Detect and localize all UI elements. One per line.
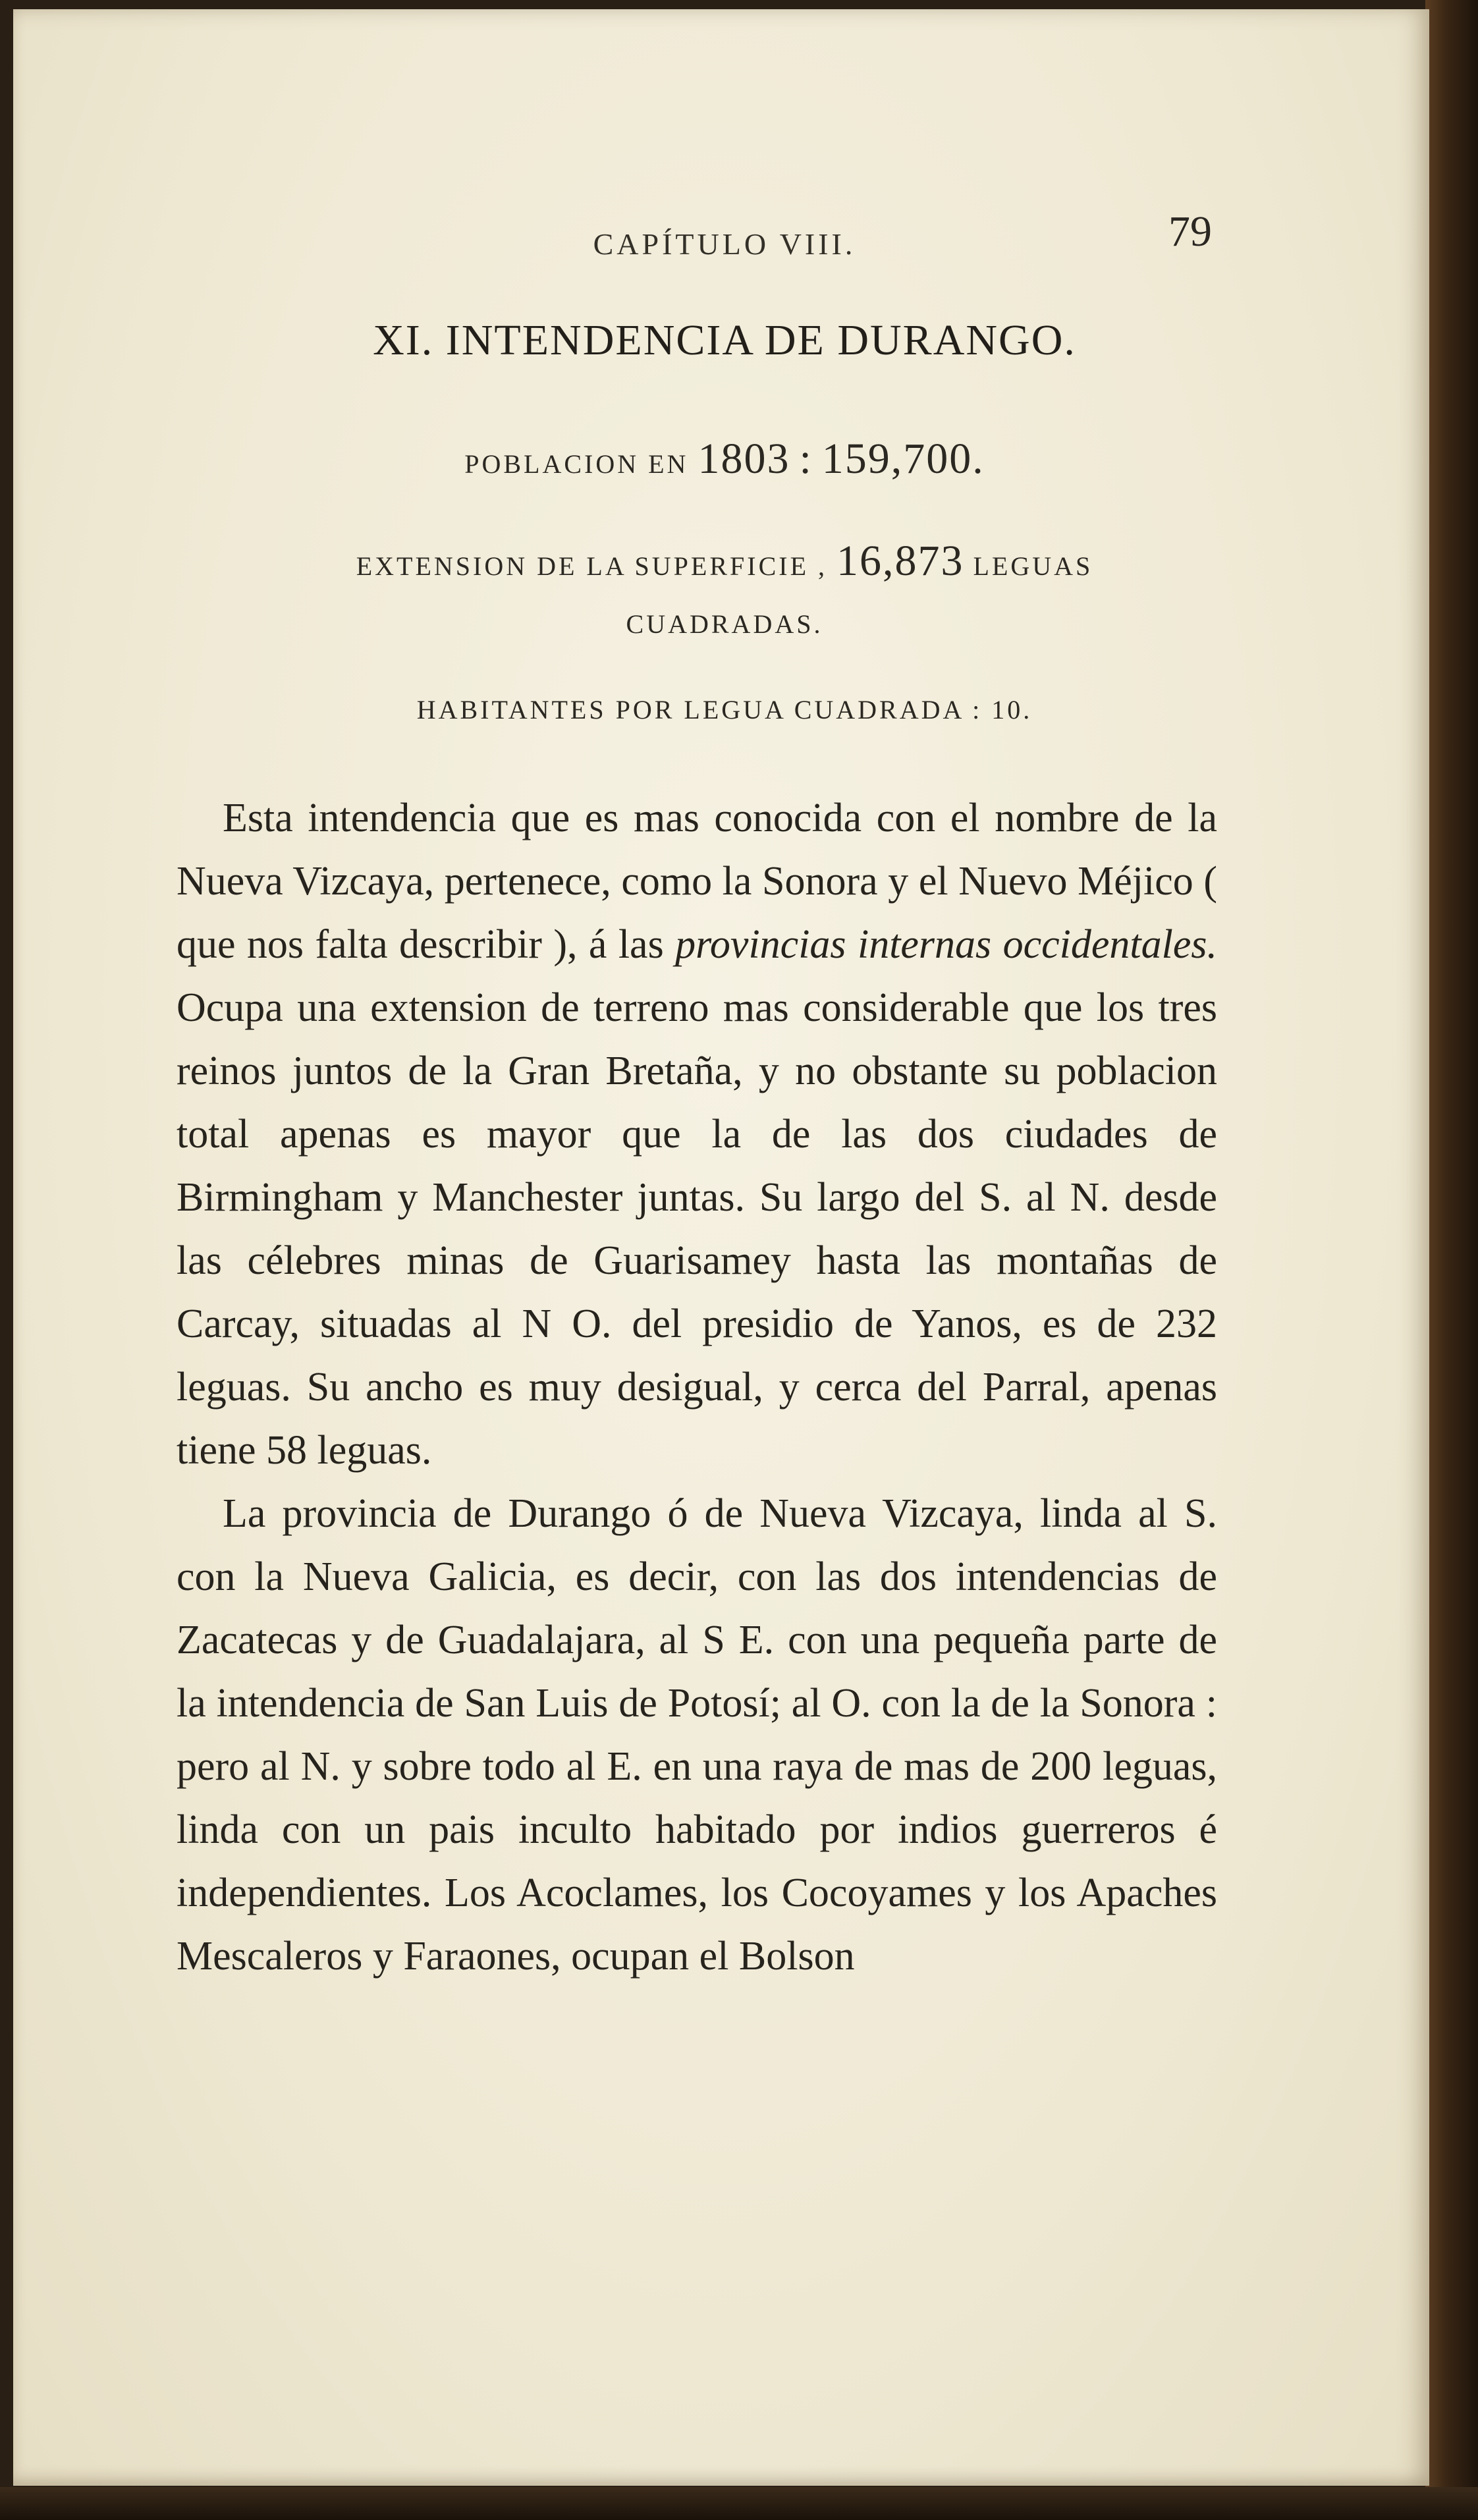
paragraph-1 [177, 786, 1217, 1482]
habitantes-value: 10. [991, 695, 1033, 725]
paragraph-1-italic: provincias internas occidentales. [675, 922, 1217, 967]
book-page [13, 9, 1429, 2486]
stat-extension-continued [171, 609, 1278, 640]
stat-extension [171, 536, 1278, 586]
paragraph-2: La provincia de Durango ó de Nueva Vizcaya, linda al S. con la Nueva Galicia, es decir, con las dos intendencias de Zacatecas y de Guadalajara, al S E. con una pequeña parte de la intendencia de San Luis de Potosí; al O. con la de la Sonora : pero al N. y sobre todo al E. en una raya de mas de 200 leguas, linda con un pais inculto habitado por indios guerreros é independientes. Los Acoclames, los Cocoyames y los Apaches Mescaleros y Faraones, ocupan el Bolson [177, 1491, 1217, 1979]
book-bottom-edge [0, 2487, 1478, 2520]
paragraph-1-start: Esta intendencia que es mas conocida con el nombre de la Nueva Vizcaya, pertenece, como la Sonora y el Nuevo Méjico ( que nos falta describir ), á las [177, 796, 1217, 967]
extension-unit-2: CUADRADAS. [626, 609, 823, 639]
stat-poblacion [171, 434, 1278, 484]
extension-value: 16,873 [836, 537, 964, 585]
body-text [177, 786, 1217, 1988]
poblacion-label: POBLACION EN [464, 449, 689, 479]
paragraph-1-end: Ocupa una extension de terreno mas considerable que los tres reinos juntos de la Gran Bretaña, y no obstante su poblacion total apenas es mayor que la de las dos ciudades de Birmingham y Manchester juntas. Su largo del S. al N. desde las célebres minas de Guarisamey hasta las montañas de Carcay, situadas al N O. del presidio de Yanos, es de 232 leguas. Su ancho es muy desigual, y cerca del Parral, apenas tiene 58 leguas. [177, 985, 1217, 1473]
running-title: CAPÍTULO VIII. [593, 227, 856, 261]
poblacion-value: 159,700. [821, 435, 985, 483]
extension-unit: LEGUAS [973, 551, 1093, 581]
habitantes-label: HABITANTES POR LEGUA CUADRADA : [416, 695, 983, 725]
page-number: 79 [1168, 207, 1212, 256]
page-header [237, 207, 1212, 279]
stat-habitantes [171, 694, 1278, 725]
extension-label: EXTENSION DE LA SUPERFICIE , [356, 551, 828, 581]
section-title: XI. INTENDENCIA DE DURANGO. [373, 316, 1076, 364]
poblacion-separator: : [799, 435, 813, 483]
book-binding-edge [1425, 0, 1478, 2520]
poblacion-year: 1803 [698, 435, 790, 483]
